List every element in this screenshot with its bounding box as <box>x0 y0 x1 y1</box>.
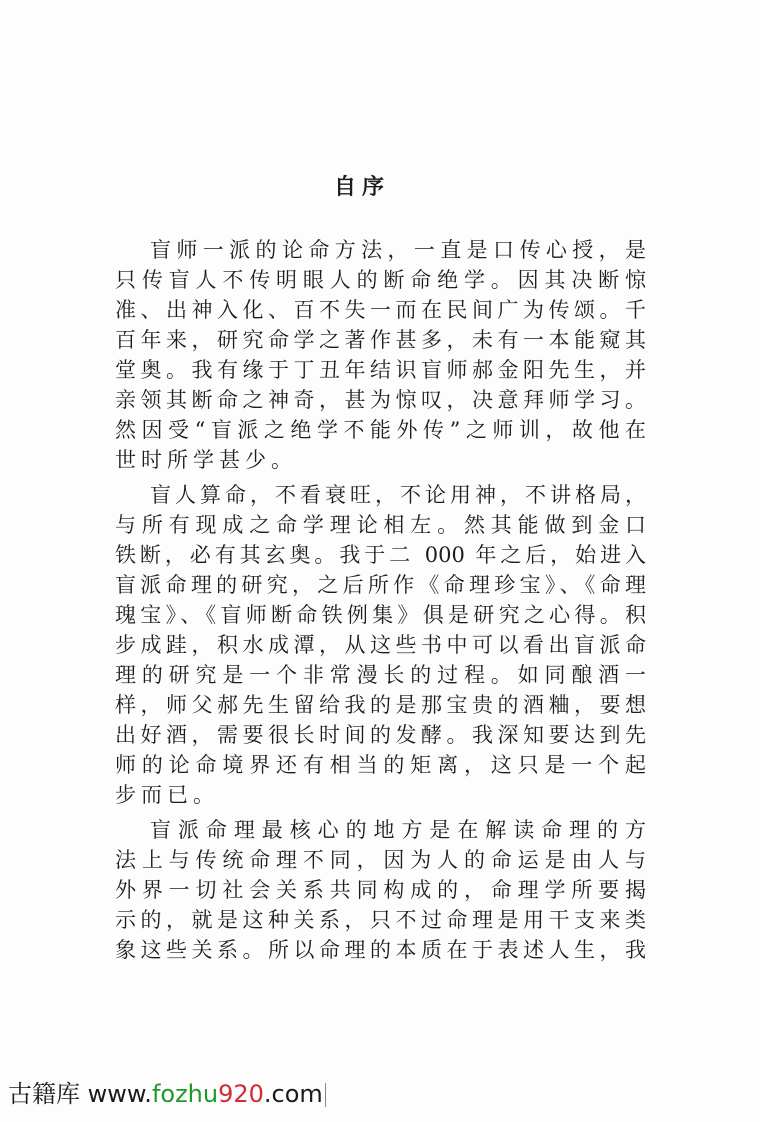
text-line: 盲人算命，不看衰旺，不论用神，不讲格局， <box>150 483 646 507</box>
text-line: 步成跬，积水成潭，从这些书中可以看出盲派命 <box>115 633 646 657</box>
text-line: 世时所学甚少。 <box>115 448 297 472</box>
paragraph <box>115 480 646 810</box>
text-cursor <box>325 1083 326 1107</box>
text-line: 样，师父郝先生留给我的是那宝贵的酒粬，要想 <box>115 693 646 717</box>
watermark-suffix: .com <box>263 1080 323 1108</box>
text-line: 外界一切社会关系共同构成的，命理学所要揭 <box>115 878 646 902</box>
text-line: 瑰宝》、《盲师断命铁例集》俱是研究之心得。积 <box>115 603 646 627</box>
watermark-red: 920 <box>218 1080 264 1108</box>
text-line: 师的论命境界还有相当的矩离，这只是一个起 <box>115 753 646 777</box>
watermark-prefix: 古籍库 www. <box>8 1080 152 1108</box>
text-line: 堂奥。我有缘于丁丑年结识盲师郝金阳先生，并 <box>115 358 646 382</box>
preface-body <box>115 235 646 970</box>
text-line: 铁断，必有其玄奥。我于二 000 年之后，始进入 <box>115 543 646 567</box>
paragraph <box>115 235 646 475</box>
text-line: 出好酒，需要很长时间的发酵。我深知要达到先 <box>115 723 646 747</box>
text-line: 步而已。 <box>115 783 219 807</box>
text-line: 只传盲人不传明眼人的断命绝学。因其决断惊 <box>115 268 646 292</box>
text-line: 理的研究是一个非常漫长的过程。如同酿酒一 <box>115 663 646 687</box>
text-line: 法上与传统命理不同，因为人的命运是由人与 <box>115 848 646 872</box>
text-line: 亲领其断命之神奇，甚为惊叹，决意拜师学习。 <box>115 388 646 412</box>
watermark-green: fozhu <box>151 1080 219 1108</box>
text-line: 然因受“盲派之绝学不能外传”之师训，故他在 <box>115 418 646 442</box>
text-line: 盲师一派的论命方法，一直是口传心授，是 <box>150 238 646 262</box>
text-line: 百年来，研究命学之著作甚多，未有一本能窥其 <box>115 328 646 352</box>
text-line: 盲派命理的研究，之后所作《命理珍宝》、《命理 <box>115 573 646 597</box>
page-title: 自序 <box>333 175 390 200</box>
text-line: 示的，就是这种关系，只不过命理是用干支来类 <box>115 908 646 932</box>
watermark <box>8 1074 326 1109</box>
text-line: 准、出神入化、百不失一而在民间广为传颂。千 <box>115 298 646 322</box>
text-line: 盲派命理最核心的地方是在解读命理的方 <box>150 818 646 842</box>
paragraph <box>115 815 646 965</box>
text-line: 与所有现成之命学理论相左。然其能做到金口 <box>115 513 646 537</box>
text-line: 象这些关系。所以命理的本质在于表述人生，我 <box>115 938 646 962</box>
